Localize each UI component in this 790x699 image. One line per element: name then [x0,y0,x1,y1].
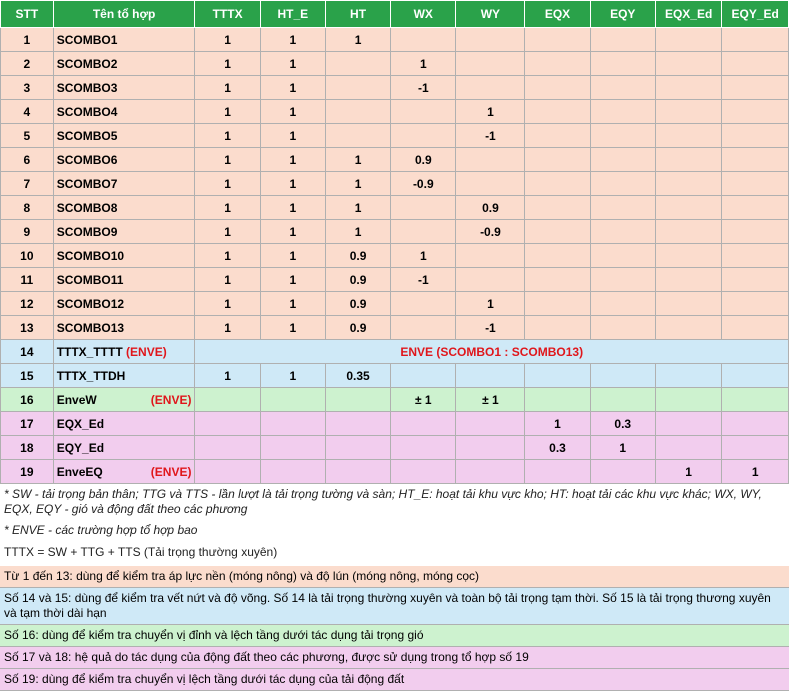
cell-value[interactable] [722,316,789,340]
cell-value[interactable] [722,220,789,244]
cell-value[interactable] [325,388,390,412]
combo-name: EQY_Ed [56,440,105,455]
cell-value[interactable] [260,460,325,484]
cell-name[interactable] [53,52,195,76]
combo-name: EQX_Ed [56,416,105,431]
cell-value[interactable] [195,412,260,436]
cell-value[interactable]: 1 [391,52,456,76]
cell-value[interactable]: 1 [456,292,525,316]
cell-name[interactable] [53,388,195,412]
cell-value[interactable] [391,460,456,484]
cell-stt[interactable]: 10 [1,244,54,268]
column-header[interactable]: EQY_Ed [722,1,789,28]
cell-value[interactable]: 1 [260,292,325,316]
cell-value[interactable]: 1 [260,28,325,52]
cell-value[interactable] [456,268,525,292]
column-header[interactable]: EQX [525,1,590,28]
cell-name[interactable] [53,124,195,148]
column-header[interactable]: HT [325,1,390,28]
cell-stt[interactable]: 19 [1,460,54,484]
cell-stt[interactable]: 7 [1,172,54,196]
cell-value[interactable]: -1 [456,124,525,148]
table-row-18 [1,436,789,460]
cell-stt[interactable]: 13 [1,316,54,340]
cell-value[interactable]: -0.9 [391,172,456,196]
cell-value[interactable]: 0.9 [325,292,390,316]
combo-name: SCOMBO10 [56,248,125,263]
cell-value[interactable] [325,124,390,148]
cell-value[interactable] [525,364,590,388]
cell-value[interactable]: -0.9 [456,220,525,244]
combo-name: SCOMBO6 [56,152,118,167]
cell-name[interactable] [53,460,195,484]
cell-value[interactable] [195,388,260,412]
cell-value[interactable]: 0.9 [325,316,390,340]
table-row [1,124,789,148]
combo-name: SCOMBO1 [56,32,118,47]
cell-value[interactable]: 0.9 [325,268,390,292]
cell-value[interactable] [722,268,789,292]
cell-value[interactable]: 0.9 [456,196,525,220]
cell-value[interactable] [325,412,390,436]
column-header[interactable]: EQX_Ed [655,1,722,28]
cell-stt[interactable]: 14 [1,340,54,364]
cell-value[interactable]: 1 [260,100,325,124]
combo-name: TTTX_TTTT [56,344,123,359]
cell-value[interactable]: 1 [391,244,456,268]
cell-value[interactable] [655,76,722,100]
cell-value[interactable] [655,52,722,76]
cell-value[interactable]: 1 [195,172,260,196]
cell-stt[interactable]: 18 [1,436,54,460]
cell-value[interactable] [722,436,789,460]
cell-value[interactable] [590,76,655,100]
column-header[interactable]: TTTX [195,1,260,28]
combo-name: SCOMBO12 [56,296,125,311]
cell-value[interactable] [590,460,655,484]
cell-value[interactable]: 1 [195,220,260,244]
column-header[interactable]: Tên tổ hợp [53,1,195,28]
table-row-19 [1,460,789,484]
cell-value[interactable] [325,52,390,76]
cell-name[interactable] [53,100,195,124]
cell-value[interactable] [525,124,590,148]
cell-value[interactable] [590,244,655,268]
cell-value[interactable] [525,460,590,484]
cell-value[interactable]: 1 [325,196,390,220]
cell-value[interactable]: 1 [195,52,260,76]
combo-name: SCOMBO9 [56,224,118,239]
cell-value[interactable] [722,292,789,316]
combo-name: SCOMBO11 [56,272,124,287]
table-body [1,28,789,484]
note-enve: * ENVE - các trường hợp tổ hợp bao [4,523,198,537]
cell-value[interactable]: 1 [590,436,655,460]
cell-value[interactable] [655,292,722,316]
cell-name[interactable] [53,412,195,436]
cell-stt[interactable]: 4 [1,100,54,124]
note-17-18: Số 17 và 18: hệ quả do tác dụng của động đất theo các phương, được sử dụng trong tổ hợp số 19 [0,647,789,669]
table-row-16 [1,388,789,412]
note-legend: * SW - tải trọng bản thân; TTG và TTS - lần lượt là tải trọng tường và sàn; HT_E: hoạt tải khu vực kho; HT: hoạt tải các khu vực khác; WX, WY, EQX, EQY - gió và động đất theo các phương [4,487,762,516]
note-14-15: Số 14 và 15: dùng để kiểm tra vết nứt và độ võng. Số 14 là tải trọng thường xuyên và toàn bộ tải trọng tạm thời. Số 15 là tải trọng thương xuyên và tạm thời dài hạn [0,588,789,625]
cell-value[interactable] [456,412,525,436]
cell-value[interactable] [590,172,655,196]
cell-value[interactable] [722,388,789,412]
cell-stt[interactable]: 1 [1,28,54,52]
cell-value[interactable] [655,364,722,388]
table-row [1,196,789,220]
cell-value[interactable]: 1 [260,148,325,172]
table-row [1,268,789,292]
note-19: Số 19: dùng để kiểm tra chuyển vị lệch tầng dưới tác dụng của tải động đất [0,669,789,691]
cell-stt[interactable]: 8 [1,196,54,220]
cell-value[interactable]: 1 [260,124,325,148]
table-row-14 [1,340,789,364]
cell-value[interactable]: 1 [325,172,390,196]
cell-value[interactable]: 0.9 [391,148,456,172]
cell-value[interactable]: 1 [195,364,260,388]
cell-value[interactable] [260,412,325,436]
cell-value[interactable] [195,436,260,460]
enve-tag: (ENVE) [126,344,167,359]
cell-stt[interactable]: 5 [1,124,54,148]
cell-value[interactable]: 1 [325,148,390,172]
cell-value[interactable] [655,196,722,220]
cell-name[interactable] [53,196,195,220]
cell-value[interactable] [391,196,456,220]
cell-value[interactable]: 1 [260,172,325,196]
cell-stt[interactable]: 2 [1,52,54,76]
table-row-15 [1,364,789,388]
note-1-13: Từ 1 đến 13: dùng để kiểm tra áp lực nền (móng nông) và độ lún (móng nông, móng cọc) [0,566,789,588]
cell-value[interactable]: 1 [655,460,722,484]
cell-value[interactable] [655,316,722,340]
cell-value[interactable] [456,460,525,484]
cell-value[interactable]: 1 [260,244,325,268]
cell-value[interactable] [391,436,456,460]
cell-value[interactable] [260,436,325,460]
cell-value[interactable] [525,172,590,196]
cell-value[interactable]: 1 [325,220,390,244]
cell-value[interactable] [525,196,590,220]
cell-value[interactable] [722,52,789,76]
cell-value[interactable] [722,364,789,388]
combo-name: EnveW [56,392,97,407]
cell-value[interactable] [722,196,789,220]
cell-value[interactable] [525,292,590,316]
cell-value[interactable] [655,268,722,292]
cell-name[interactable] [53,292,195,316]
cell-value[interactable] [325,436,390,460]
cell-value[interactable]: ± 1 [391,388,456,412]
notes-section [0,484,789,691]
cell-value[interactable]: 0.3 [525,436,590,460]
cell-value[interactable] [325,76,390,100]
cell-value[interactable] [525,148,590,172]
table-row [1,100,789,124]
cell-value[interactable] [525,100,590,124]
column-header[interactable]: WX [391,1,456,28]
cell-value[interactable] [391,100,456,124]
cell-value[interactable] [456,244,525,268]
cell-value[interactable] [391,28,456,52]
cell-value[interactable] [655,412,722,436]
enve-tag: (ENVE) [150,464,192,479]
cell-value[interactable]: 1 [260,52,325,76]
cell-value[interactable]: 1 [195,124,260,148]
cell-stt[interactable]: 3 [1,76,54,100]
cell-value[interactable] [655,148,722,172]
cell-value[interactable]: 1 [195,244,260,268]
cell-stt[interactable]: 17 [1,412,54,436]
cell-value[interactable] [590,148,655,172]
cell-value[interactable] [722,148,789,172]
enve-tag: (ENVE) [150,392,192,407]
header-row [1,1,789,28]
cell-value[interactable]: 0.3 [590,412,655,436]
combo-name: SCOMBO2 [56,56,118,71]
cell-value[interactable] [456,436,525,460]
table-row [1,316,789,340]
cell-value[interactable] [590,52,655,76]
cell-value[interactable]: 1 [195,28,260,52]
cell-name[interactable] [53,172,195,196]
cell-value[interactable] [525,316,590,340]
cell-name[interactable] [53,220,195,244]
cell-value[interactable] [590,28,655,52]
cell-value[interactable] [590,316,655,340]
cell-value[interactable]: 1 [260,316,325,340]
cell-stt[interactable]: 16 [1,388,54,412]
cell-value[interactable] [590,220,655,244]
cell-value[interactable] [655,244,722,268]
cell-value[interactable] [456,28,525,52]
cell-name[interactable] [53,28,195,52]
cell-value[interactable] [325,460,390,484]
cell-name[interactable] [53,364,195,388]
combo-name: SCOMBO7 [56,176,118,191]
column-header[interactable]: HT_E [260,1,325,28]
table-row [1,244,789,268]
cell-value[interactable]: -1 [456,316,525,340]
column-header[interactable]: WY [456,1,525,28]
cell-value[interactable]: 1 [195,292,260,316]
cell-value[interactable] [722,412,789,436]
note-tttx: TTTX = SW + TTG + TTS (Tải trọng thường xuyên) [4,545,278,559]
cell-name[interactable] [53,244,195,268]
cell-stt[interactable]: 12 [1,292,54,316]
column-header[interactable]: EQY [590,1,655,28]
cell-value[interactable]: 1 [195,316,260,340]
cell-value[interactable] [590,364,655,388]
combo-name: TTTX_TTDH [56,368,126,383]
table-row [1,52,789,76]
cell-value[interactable]: 0.35 [325,364,390,388]
combo-name: SCOMBO13 [56,320,125,335]
combo-name: SCOMBO3 [56,80,118,95]
cell-stt[interactable]: 6 [1,148,54,172]
cell-value[interactable] [590,268,655,292]
table-row [1,220,789,244]
cell-value[interactable] [525,28,590,52]
cell-value[interactable] [655,436,722,460]
cell-value[interactable]: 1 [195,268,260,292]
cell-value[interactable] [525,220,590,244]
cell-value[interactable]: 1 [195,196,260,220]
cell-value[interactable] [456,76,525,100]
cell-value[interactable] [456,52,525,76]
cell-value[interactable] [722,76,789,100]
cell-value[interactable]: -1 [391,268,456,292]
table-row [1,172,789,196]
cell-value[interactable] [590,196,655,220]
cell-value[interactable] [590,124,655,148]
table-row [1,292,789,316]
cell-value[interactable] [325,100,390,124]
cell-value[interactable] [590,292,655,316]
combo-name: SCOMBO8 [56,200,118,215]
cell-value[interactable] [655,388,722,412]
cell-value[interactable] [722,172,789,196]
cell-stt[interactable]: 15 [1,364,54,388]
cell-value[interactable] [525,244,590,268]
table-row [1,148,789,172]
cell-value[interactable]: -1 [391,76,456,100]
cell-name[interactable] [53,268,195,292]
cell-value[interactable] [655,28,722,52]
cell-name[interactable] [53,316,195,340]
cell-value[interactable] [590,388,655,412]
cell-value[interactable] [195,460,260,484]
combo-name: EnveEQ [56,464,103,479]
cell-value[interactable] [391,292,456,316]
cell-value[interactable] [590,100,655,124]
cell-value[interactable] [391,412,456,436]
cell-value[interactable]: 1 [525,412,590,436]
cell-stt[interactable]: 9 [1,220,54,244]
cell-value[interactable]: 1 [325,28,390,52]
cell-value[interactable]: 1 [722,460,789,484]
cell-value[interactable]: 1 [260,220,325,244]
cell-value[interactable] [391,364,456,388]
cell-value[interactable]: 1 [260,268,325,292]
cell-name[interactable] [53,76,195,100]
cell-value[interactable] [722,244,789,268]
note-16: Số 16: dùng để kiểm tra chuyển vị đỉnh và lệch tầng dưới tác dụng tải trọng gió [0,625,789,647]
cell-value[interactable]: 1 [195,76,260,100]
cell-value[interactable]: 1 [260,364,325,388]
column-header[interactable]: STT [1,1,54,28]
merged-enve-cell[interactable]: ENVE (SCOMBO1 : SCOMBO13) [195,340,789,364]
cell-value[interactable]: 0.9 [325,244,390,268]
cell-value[interactable]: 1 [260,196,325,220]
cell-value[interactable]: 1 [456,100,525,124]
combo-name: SCOMBO4 [56,104,118,119]
cell-name[interactable] [53,340,195,364]
table-row [1,76,789,100]
cell-value[interactable] [655,172,722,196]
cell-value[interactable] [655,220,722,244]
cell-value[interactable] [722,28,789,52]
cell-value[interactable]: ± 1 [456,388,525,412]
cell-value[interactable] [456,148,525,172]
cell-value[interactable] [722,100,789,124]
cell-name[interactable] [53,436,195,460]
cell-value[interactable]: 1 [195,100,260,124]
cell-value[interactable] [655,100,722,124]
combo-name: SCOMBO5 [56,128,118,143]
table-row-17 [1,412,789,436]
cell-stt[interactable]: 11 [1,268,54,292]
cell-value[interactable] [260,388,325,412]
cell-value[interactable] [391,220,456,244]
cell-value[interactable]: 1 [260,76,325,100]
cell-value[interactable] [722,124,789,148]
cell-value[interactable] [525,76,590,100]
cell-value[interactable] [525,52,590,76]
cell-value[interactable]: 1 [195,148,260,172]
cell-value[interactable] [525,388,590,412]
cell-value[interactable] [391,316,456,340]
cell-name[interactable] [53,148,195,172]
cell-value[interactable] [655,124,722,148]
cell-value[interactable] [456,364,525,388]
cell-value[interactable] [456,172,525,196]
cell-value[interactable] [525,268,590,292]
table-row [1,28,789,52]
cell-value[interactable] [391,124,456,148]
